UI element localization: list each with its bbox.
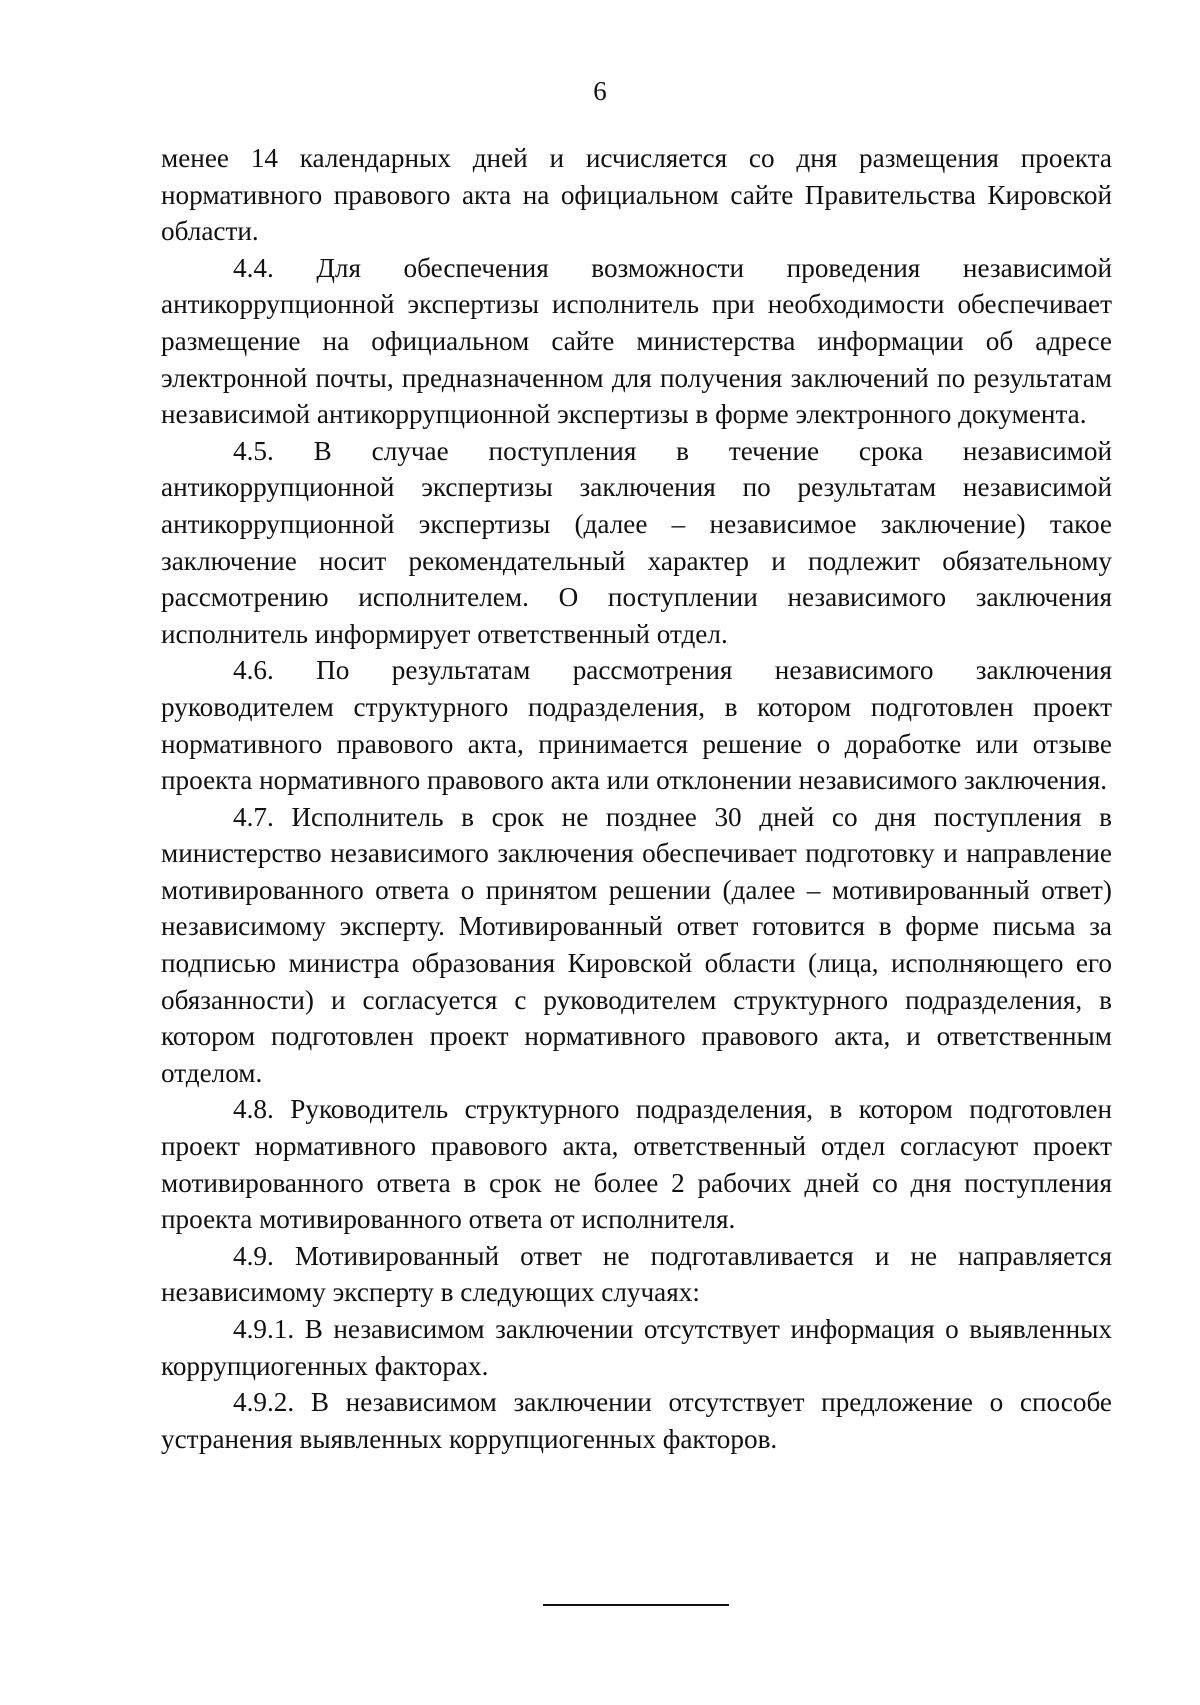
- document-body: [161, 140, 1112, 1457]
- paragraph-4-9-2: 4.9.2. В независимом заключении отсутствует предложение о способе устранения выявленных коррупциогенных факторов.: [161, 1387, 1112, 1454]
- paragraph-4-6: 4.6. По результатам рассмотрения независимого заключения руководителем структурного подразделения, в котором подготовлен проект нормативного правового акта, принимается решение о доработке или отзыве проекта нормативного правового акта или отклонении независимого заключения.: [161, 655, 1112, 796]
- page-number: 6: [593, 76, 607, 106]
- paragraph-4-5: 4.5. В случае поступления в течение срока независимой антикоррупционной экспертизы заключения по результатам независимой антикоррупционной экспертизы (далее – независимое заключение) такое заключение носит рекомендательный характер и подлежит обязательному рассмотрению исполнителем. О поступлении независимого заключения исполнитель информирует ответственный отдел.: [161, 435, 1112, 649]
- paragraph-4-4: 4.4. Для обеспечения возможности проведения независимой антикоррупционной экспертизы исполнитель при необходимости обеспечивает размещение на официальном сайте министерства информации об адресе электронной почты, предназначенном для получения заключений по результатам независимой антикоррупционной экспертизы в форме электронного документа.: [161, 252, 1112, 430]
- paragraph-4-9-1: 4.9.1. В независимом заключении отсутствует информация о выявленных коррупциогенных факторах.: [161, 1314, 1112, 1381]
- end-of-document-rule: [543, 1604, 729, 1606]
- paragraph-4-8: 4.8. Руководитель структурного подразделения, в котором подготовлен проект нормативного правового акта, ответственный отдел согласуют проект мотивированного ответа в срок не более 2 рабочих дней со дня поступления проекта мотивированного ответа от исполнителя.: [161, 1094, 1112, 1235]
- paragraph-4-9: 4.9. Мотивированный ответ не подготавливается и не направляется независимому эксперту в следующих случаях:: [161, 1240, 1112, 1308]
- paragraph-continuation: менее 14 календарных дней и исчисляется со дня размещения проекта нормативного правового акта на официальном сайте Правительства Кировской области.: [161, 143, 1112, 247]
- paragraph-4-7: 4.7. Исполнитель в срок не позднее 30 дней со дня поступления в министерство независимого заключения обеспечивает подготовку и направление мотивированного ответа о принятом решении (далее – мотивированный ответ) независимому эксперту. Мотивированный ответ готовится в форме письма за подписью министра образования Кировской области (лица, исполняющего его обязанности) и согласуется с руководителем структурного подразделения, в котором подготовлен проект нормативного правового акта, и ответственным отделом.: [161, 801, 1112, 1088]
